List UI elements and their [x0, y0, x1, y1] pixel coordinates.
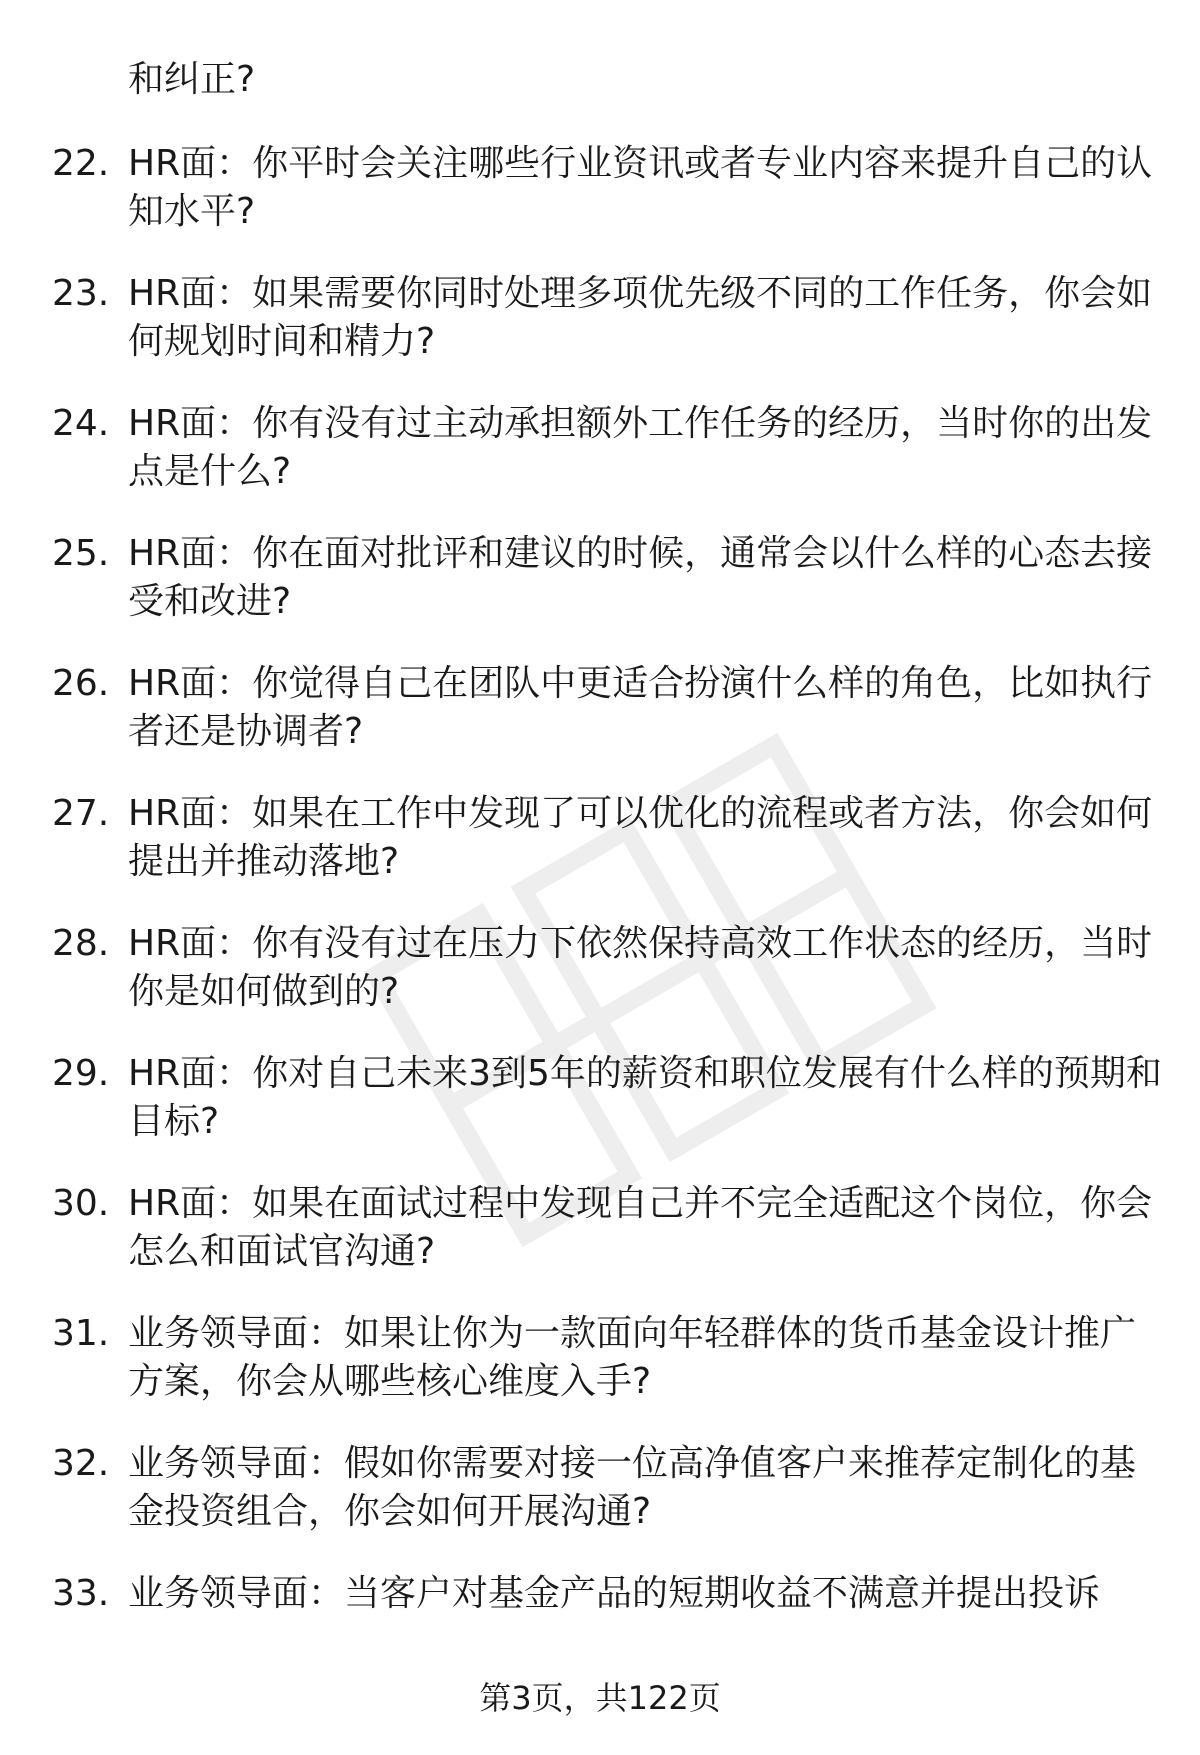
page-footer: 第3页，共122页 [479, 1679, 721, 1717]
question-number: 25. [52, 533, 110, 574]
question-number: 28. [52, 923, 110, 964]
question-list [0, 140, 1200, 1700]
question-number: 27. [52, 793, 110, 834]
question-text: 业务领导面：如果让你为一款面向年轻群体的货币基金设计推广方案，你会从哪些核心维度入手? [128, 1313, 1137, 1402]
question-number: 23. [52, 273, 110, 314]
question-item [0, 400, 1200, 530]
continuation-text: 和纠正? [128, 59, 256, 100]
question-number: 22. [52, 143, 110, 184]
question-number: 29. [52, 1053, 110, 1094]
question-item [0, 1440, 1200, 1570]
question-number: 30. [52, 1183, 110, 1224]
question-text: HR面：你对自己未来3到5年的薪资和职位发展有什么样的预期和目标? [128, 1053, 1162, 1142]
question-text: HR面：如果在面试过程中发现自己并不完全适配这个岗位，你会怎么和面试官沟通? [128, 1183, 1153, 1272]
question-item [0, 530, 1200, 660]
question-number: 24. [52, 403, 110, 444]
question-text: HR面：如果需要你同时处理多项优先级不同的工作任务，你会如何规划时间和精力? [128, 273, 1153, 362]
question-number: 31. [52, 1313, 110, 1354]
question-text: 业务领导面：当客户对基金产品的短期收益不满意并提出投诉 [128, 1573, 1101, 1614]
question-item [0, 140, 1200, 270]
question-number: 26. [52, 663, 110, 704]
question-item [0, 660, 1200, 790]
question-text: HR面：你有没有过在压力下依然保持高效工作状态的经历，当时你是如何做到的? [128, 923, 1153, 1012]
question-text: HR面：你觉得自己在团队中更适合扮演什么样的角色，比如执行者还是协调者? [128, 663, 1153, 752]
question-item [0, 920, 1200, 1050]
question-item [0, 270, 1200, 400]
question-number: 32. [52, 1443, 110, 1484]
question-text: HR面：如果在工作中发现了可以优化的流程或者方法，你会如何提出并推动落地? [128, 793, 1153, 882]
question-item [0, 1180, 1200, 1310]
question-item [0, 1310, 1200, 1440]
question-number: 33. [52, 1573, 110, 1614]
question-text: HR面：你在面对批评和建议的时候，通常会以什么样的心态去接受和改进? [128, 533, 1153, 622]
question-text: HR面：你有没有过主动承担额外工作任务的经历，当时你的出发点是什么? [128, 403, 1153, 492]
question-text: 业务领导面：假如你需要对接一位高净值客户来推荐定制化的基金投资组合，你会如何开展沟通? [128, 1443, 1137, 1532]
question-item [0, 1050, 1200, 1180]
question-text: HR面：你平时会关注哪些行业资讯或者专业内容来提升自己的认知水平? [128, 143, 1153, 232]
question-item [0, 790, 1200, 920]
